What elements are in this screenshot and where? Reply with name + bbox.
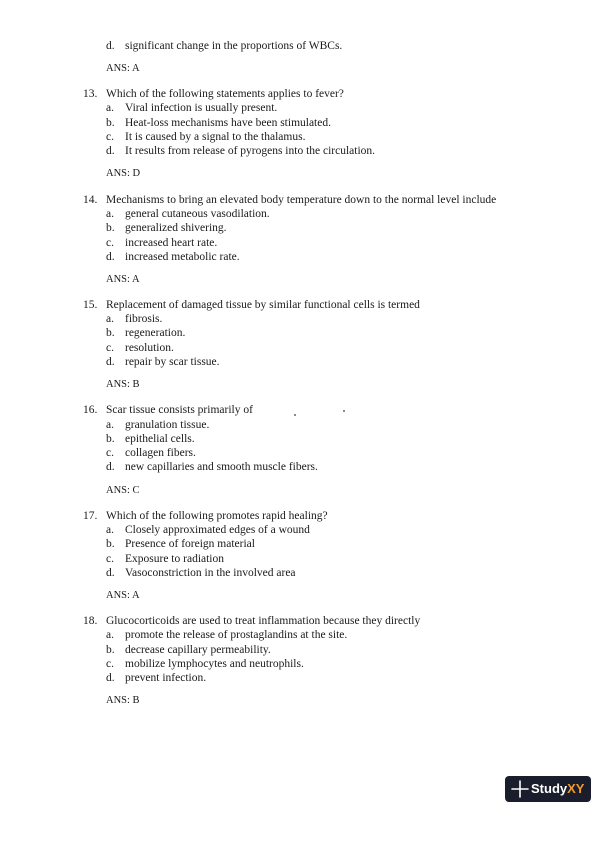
- option-text: Viral infection is usually present.: [125, 102, 278, 114]
- question-15-answer: ANS: B: [106, 379, 140, 390]
- option-letter: c.: [106, 553, 114, 565]
- option-text: significant change in the proportions of WBCs.: [125, 40, 343, 52]
- option-letter: d.: [106, 461, 115, 473]
- question-14-option-d: [106, 250, 566, 265]
- question-18-option-a: [106, 628, 566, 643]
- option-letter: b.: [106, 538, 115, 550]
- option-letter: b.: [106, 222, 115, 234]
- question-17-option-d: [106, 566, 566, 581]
- option-text: promote the release of prostaglandins at the site.: [125, 629, 348, 641]
- option-letter: b.: [106, 117, 115, 129]
- question-number: 16.: [83, 404, 98, 416]
- question-14-option-b: [106, 221, 566, 236]
- option-text: mobilize lymphocytes and neutrophils.: [125, 658, 304, 670]
- question-number: 15.: [83, 299, 98, 311]
- question-18-stem: [83, 614, 583, 629]
- option-letter: b.: [106, 433, 115, 445]
- option-letter: c.: [106, 342, 114, 354]
- logo-wordmark: [531, 781, 584, 797]
- question-15-option-a: [106, 312, 566, 327]
- question-14-option-c: [106, 236, 566, 251]
- option-text: increased heart rate.: [125, 237, 218, 249]
- option-text: general cutaneous vasodilation.: [125, 208, 270, 220]
- option-text: Exposure to radiation: [125, 553, 225, 565]
- question-14-answer: ANS: A: [106, 274, 140, 285]
- question-16-answer: ANS: C: [106, 485, 140, 496]
- option-letter: d.: [106, 40, 115, 52]
- question-13-answer: ANS: D: [106, 168, 141, 179]
- question-15-option-c: [106, 341, 566, 356]
- question-17-option-a: [106, 523, 566, 538]
- option-text: generalized shivering.: [125, 222, 227, 234]
- question-15-option-b: [106, 326, 566, 341]
- question-18-option-d: [106, 671, 566, 686]
- option-letter: a.: [106, 208, 114, 220]
- option-letter: a.: [106, 313, 114, 325]
- question-13-option-c: [106, 130, 566, 145]
- option-letter: c.: [106, 131, 114, 143]
- question-17-stem: [83, 509, 583, 524]
- question-18-answer: ANS: B: [106, 695, 140, 706]
- option-letter: d.: [106, 356, 115, 368]
- option-letter: a.: [106, 629, 114, 641]
- question-17-option-c: [106, 552, 566, 567]
- question-18-option-c: [106, 657, 566, 672]
- option-text: new capillaries and smooth muscle fibers.: [125, 461, 318, 473]
- question-text: Mechanisms to bring an elevated body temperature down to the normal level include: [106, 194, 497, 206]
- option-text: It results from release of pyrogens into the circulation.: [125, 145, 376, 157]
- question-number: 18.: [83, 615, 98, 627]
- prev-question-option-d: [106, 39, 566, 54]
- stray-mark: [294, 414, 296, 416]
- studyxy-logo[interactable]: [505, 776, 591, 802]
- option-letter: c.: [106, 237, 114, 249]
- option-text: Heat-loss mechanisms have been stimulated.: [125, 117, 331, 129]
- question-16-option-b: [106, 432, 566, 447]
- option-text: It is caused by a signal to the thalamus.: [125, 131, 306, 143]
- option-text: epithelial cells.: [125, 433, 195, 445]
- option-text: repair by scar tissue.: [125, 356, 220, 368]
- question-text: Which of the following promotes rapid healing?: [106, 510, 328, 522]
- question-16-option-d: [106, 460, 566, 475]
- option-letter: b.: [106, 644, 115, 656]
- prev-question-answer: ANS: A: [106, 63, 140, 74]
- option-text: resolution.: [125, 342, 174, 354]
- logo-brand-prefix: Study: [531, 781, 568, 796]
- question-number: 13.: [83, 88, 98, 100]
- option-letter: c.: [106, 658, 114, 670]
- question-text: Which of the following statements applies to fever?: [106, 88, 344, 100]
- question-13-option-d: [106, 144, 566, 159]
- option-text: regeneration.: [125, 327, 186, 339]
- option-text: fibrosis.: [125, 313, 163, 325]
- option-letter: b.: [106, 327, 115, 339]
- question-15-option-d: [106, 355, 566, 370]
- stray-mark: [343, 410, 345, 412]
- question-18-option-b: [106, 643, 566, 658]
- question-number: 17.: [83, 510, 98, 522]
- question-text: Replacement of damaged tissue by similar functional cells is termed: [106, 299, 420, 311]
- option-letter: a.: [106, 102, 114, 114]
- option-text: increased metabolic rate.: [125, 251, 240, 263]
- option-letter: a.: [106, 524, 114, 536]
- question-17-answer: ANS: A: [106, 590, 140, 601]
- question-15-stem: [83, 298, 583, 313]
- option-text: decrease capillary permeability.: [125, 644, 271, 656]
- question-16-option-a: [106, 418, 566, 433]
- question-13-stem: [83, 87, 583, 102]
- option-letter: d.: [106, 567, 115, 579]
- option-letter: d.: [106, 672, 115, 684]
- question-number: 14.: [83, 194, 98, 206]
- option-letter: a.: [106, 419, 114, 431]
- question-16-stem: [83, 403, 583, 418]
- question-14-option-a: [106, 207, 566, 222]
- option-text: collagen fibers.: [125, 447, 196, 459]
- question-13-option-a: [106, 101, 566, 116]
- option-text: Presence of foreign material: [125, 538, 255, 550]
- option-text: Closely approximated edges of a wound: [125, 524, 310, 536]
- option-letter: d.: [106, 251, 115, 263]
- option-text: prevent infection.: [125, 672, 207, 684]
- question-text: Glucocorticoids are used to treat inflammation because they directly: [106, 615, 421, 627]
- logo-brand-suffix: XY: [567, 781, 585, 796]
- question-17-option-b: [106, 537, 566, 552]
- question-14-stem: [83, 193, 583, 208]
- option-text: Vasoconstriction in the involved area: [125, 567, 296, 579]
- option-letter: c.: [106, 447, 114, 459]
- plus-cross-icon: [511, 780, 529, 798]
- option-letter: d.: [106, 145, 115, 157]
- question-13-option-b: [106, 116, 566, 131]
- option-text: granulation tissue.: [125, 419, 210, 431]
- question-text: Scar tissue consists primarily of: [106, 404, 253, 416]
- question-16-option-c: [106, 446, 566, 461]
